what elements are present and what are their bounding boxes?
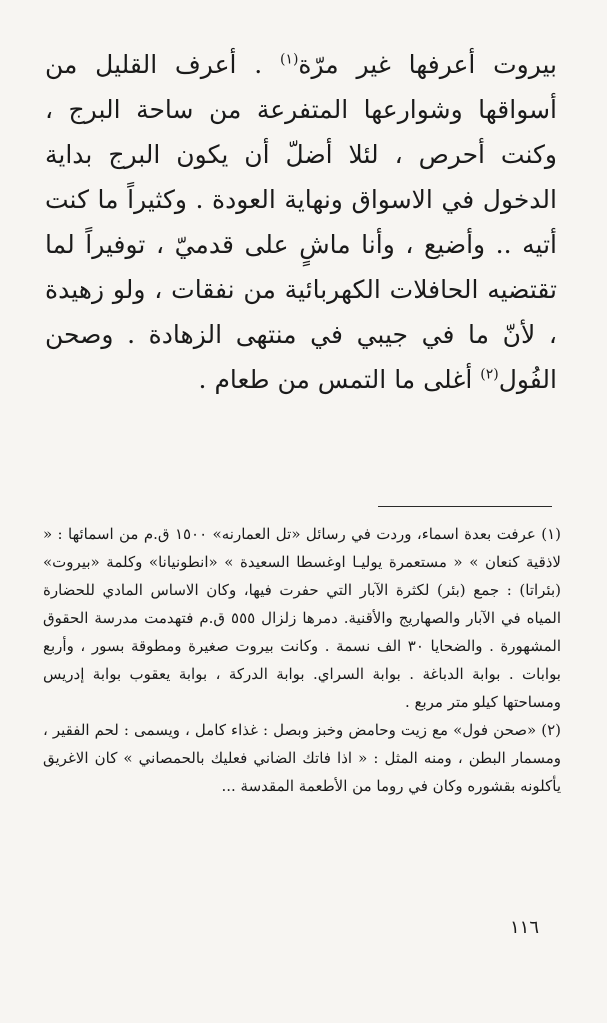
page-number: ١١٦ — [510, 917, 540, 938]
paragraph — [45, 42, 557, 402]
footnotes — [43, 520, 561, 800]
footnote-number: (٢) — [541, 721, 561, 739]
footnote-text: «صحن فول» مع زيت وحامض وخبز وبصل : غذاء كامل ، ويسمى : لحم الفقير ، ومسمار البطن ، ومنه المثل : « اذا فاتك الضاني فعليك بالحمصاني » كان الاغريق يأكلونه بقشوره وكان في روما من الأطعمة المقدسة ... — [43, 721, 561, 795]
footnote-text: عرفت بعدة اسماء، وردت في رسائل «تل العمارنه» ١٥٠٠ ق.م من اسمائها : « لاذقية كنعان » « مستعمرة يوليـا اوغسطا السعيدة » «انطونيانا» وكلمة «بيروت» (بئراتا) : جمع (بئر) لكثرة الآبار التي حفرت فيها، وكان الاساس المادي للحضارة المياه في الآبار والصهاريج والأقنية. دمرها زلزال ٥٥٥ ق.م فتهدمت مدرسة الحقوق المشهورة . والضحايا ٣٠ الف نسمة . وكانت بيروت صغيرة ومطوقة بسور ، وأربع بوابات . بوابة الدباغة . بوابة السراي. بوابة الدركة ، بوابة يعقوب بوابة إدريس ومساحتها كيلو متر مربع . — [43, 525, 562, 711]
footnote-ref-2: (٢) — [480, 366, 499, 383]
main-paragraph — [45, 42, 557, 402]
footnote-2 — [43, 716, 561, 800]
text-segment: . أعرف القليل من أسواقها وشوارعها المتفرعة من ساحة البرج ، وكنت أحرص ، لئلا أضلّ أن يكون البرج بداية الدخول في الاسواق ونهاية العودة . وكثيراً ما كنت أتيه .. وأضيع ، وأنا ماشٍ على قدميّ ، توفيراً لما تقتضيه الحافلات الكهربائية من نفقات ، ولو زهيدة ، لأنّ ما في جيبي في منتهى الزهادة . وصحن الفُول — [45, 50, 557, 394]
footnote-number: (١) — [541, 525, 561, 543]
text-segment: بيروت أعرفها غير مرّة — [298, 50, 558, 79]
footnote-1 — [43, 520, 561, 716]
footnote-separator — [378, 506, 552, 507]
footnote-ref-1: (١) — [279, 51, 299, 68]
text-segment: أغلى ما التمس من طعام . — [198, 365, 473, 394]
